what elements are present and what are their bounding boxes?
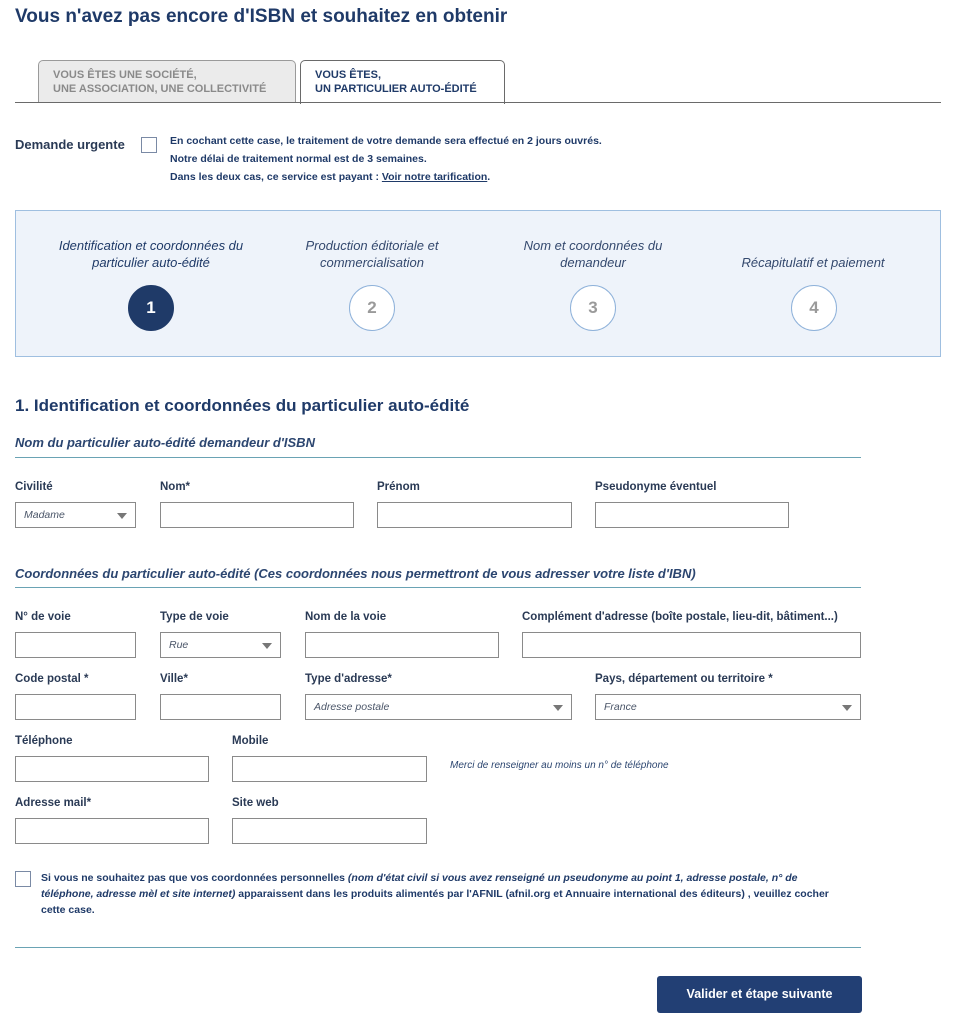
- urgent-line3-suffix: .: [487, 171, 491, 183]
- pseudonyme-input[interactable]: [595, 502, 789, 528]
- urgent-line3-prefix: Dans les deux cas, ce service est payant :: [170, 171, 382, 183]
- code-postal-label: Code postal *: [15, 673, 89, 685]
- urgent-line1: En cochant cette case, le traitement de votre demande sera effectué en 2 jours ouvrés.: [170, 135, 602, 147]
- civilite-value: Madame: [24, 509, 65, 521]
- code-postal-input[interactable]: [15, 694, 136, 720]
- tarification-link[interactable]: Voir notre tarification: [381, 171, 488, 183]
- urgent-line2: Notre délai de traitement normal est de 3 semaines.: [170, 153, 427, 165]
- step-1-label-line1: Identification et coordonnées du: [58, 238, 244, 253]
- pays-value: France: [604, 701, 637, 713]
- address-section-rule: [15, 587, 861, 588]
- telephone-input[interactable]: [15, 756, 209, 782]
- type-voie-label: Type de voie: [160, 611, 229, 623]
- tab-particulier[interactable]: [300, 60, 505, 104]
- step-3-circle: 3: [570, 285, 616, 331]
- complement-label: Complément d'adresse (boîte postale, lieu-dit, bâtiment...): [522, 611, 838, 623]
- tab-societe-line2: UNE ASSOCIATION, UNE COLLECTIVITÉ: [53, 83, 267, 95]
- pays-label: Pays, département ou territoire *: [595, 673, 773, 685]
- step-2-label-line1: Production éditoriale et: [305, 238, 439, 253]
- section-title: 1. Identification et coordonnées du particulier auto-édité: [15, 396, 470, 415]
- type-adresse-select[interactable]: [305, 694, 572, 720]
- submit-button[interactable]: Valider et étape suivante: [657, 976, 862, 1013]
- type-adresse-value: Adresse postale: [314, 701, 390, 713]
- prenom-input[interactable]: [377, 502, 572, 528]
- privacy-text: [41, 870, 841, 918]
- nom-input[interactable]: [160, 502, 354, 528]
- email-input[interactable]: [15, 818, 209, 844]
- civilite-select[interactable]: [15, 502, 136, 528]
- mobile-input[interactable]: [232, 756, 427, 782]
- tab-divider: [15, 102, 941, 103]
- privacy-part2: (nom d'état civil si vous avez renseigné un pseudonyme au point 1, adresse postale, n° de téléphone, adresse mèl et site internet): [41, 872, 798, 900]
- steps-panel: [15, 210, 941, 357]
- step-1-label-line2: particulier auto-édité: [92, 255, 210, 270]
- chevron-down-icon: [262, 643, 272, 649]
- step-3-label: [483, 237, 703, 271]
- civilite-label: Civilité: [15, 481, 53, 493]
- step-4-label: [703, 254, 923, 271]
- site-label: Site web: [232, 797, 279, 809]
- step-1-circle: 1: [128, 285, 174, 331]
- ville-input[interactable]: [160, 694, 281, 720]
- step-1-label: [41, 237, 261, 271]
- step-4-label-line1: Récapitulatif et paiement: [741, 255, 885, 270]
- telephone-label: Téléphone: [15, 735, 73, 747]
- tab-societe-line1: VOUS ÊTES UNE SOCIÉTÉ,: [53, 69, 197, 81]
- type-voie-select[interactable]: [160, 632, 281, 658]
- type-voie-value: Rue: [169, 639, 189, 651]
- urgent-label: Demande urgente: [15, 137, 125, 152]
- name-section-rule: [15, 457, 861, 458]
- step-4-circle: 4: [791, 285, 837, 331]
- mobile-label: Mobile: [232, 735, 269, 747]
- urgent-checkbox[interactable]: [141, 137, 157, 153]
- address-section-title: Coordonnées du particulier auto-édité (Ces coordonnées nous permettront de vous adresser votre liste d'IBN): [15, 566, 696, 581]
- num-voie-label: N° de voie: [15, 611, 71, 623]
- nom-label: Nom*: [160, 481, 191, 493]
- step-2-circle: 2: [349, 285, 395, 331]
- phone-hint: Merci de renseigner au moins un n° de téléphone: [450, 760, 669, 771]
- privacy-part1: Si vous ne souhaitez pas que vos coordonnées personnelles: [41, 872, 348, 884]
- chevron-down-icon: [553, 705, 563, 711]
- email-label: Adresse mail*: [15, 797, 92, 809]
- bottom-rule: [15, 947, 861, 948]
- ville-label: Ville*: [160, 673, 188, 685]
- pays-select[interactable]: [595, 694, 861, 720]
- step-3-label-line2: demandeur: [560, 255, 626, 270]
- num-voie-input[interactable]: [15, 632, 136, 658]
- tab-particulier-line2: UN PARTICULIER AUTO-ÉDITÉ: [315, 83, 477, 95]
- privacy-part3: apparaissent dans les produits alimentés par l'AFNIL (afnil.org et Annuaire international des éditeurs) , veuillez cocher cette case.: [41, 888, 829, 916]
- prenom-label: Prénom: [377, 481, 420, 493]
- nom-voie-label: Nom de la voie: [305, 611, 387, 623]
- nom-voie-input[interactable]: [305, 632, 499, 658]
- site-input[interactable]: [232, 818, 427, 844]
- step-3-label-line1: Nom et coordonnées du: [523, 238, 663, 253]
- pseudonyme-label: Pseudonyme éventuel: [595, 481, 717, 493]
- privacy-checkbox[interactable]: [15, 871, 31, 887]
- chevron-down-icon: [842, 705, 852, 711]
- step-2-label: [262, 237, 482, 271]
- urgent-description: [170, 132, 602, 186]
- type-adresse-label: Type d'adresse*: [305, 673, 392, 685]
- tab-particulier-line1: VOUS ÊTES,: [315, 69, 382, 81]
- urgent-line3: [170, 168, 602, 186]
- page-title: Vous n'avez pas encore d'ISBN et souhaitez en obtenir: [15, 6, 508, 27]
- complement-input[interactable]: [522, 632, 861, 658]
- tab-societe[interactable]: [38, 60, 296, 103]
- chevron-down-icon: [117, 513, 127, 519]
- name-section-title: Nom du particulier auto-édité demandeur d'ISBN: [15, 435, 315, 450]
- step-2-label-line2: commercialisation: [319, 255, 425, 270]
